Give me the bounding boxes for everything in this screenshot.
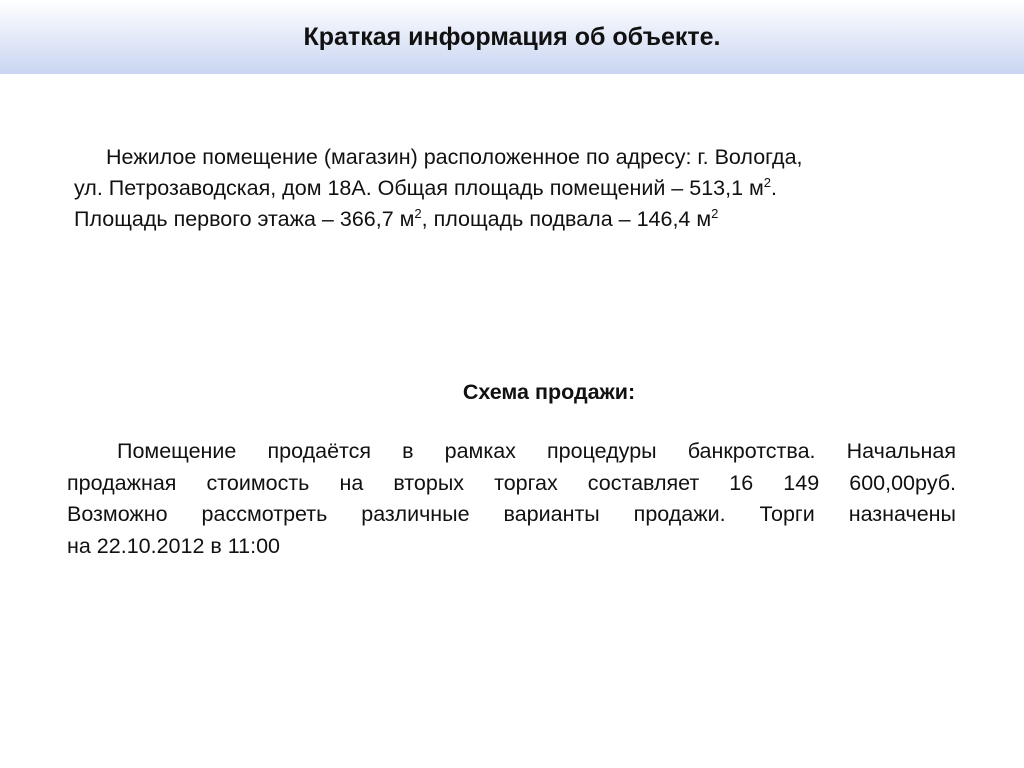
object-info-line-1: Нежилое помещение (магазин) расположенное по адресу: г. Вологда, xyxy=(106,145,803,169)
sale-scheme-line: Возможно рассмотреть различные варианты продажи. Торги назначены xyxy=(67,502,956,526)
sale-scheme-paragraph xyxy=(67,436,956,562)
object-info-line-3-b: , площадь подвала – 146,4 м xyxy=(421,207,712,231)
slide-title: Краткая информация об объекте. xyxy=(303,23,721,51)
object-info-line-3 xyxy=(74,204,954,235)
object-info-line-3-a: Площадь первого этажа – 366,7 м xyxy=(74,207,415,231)
sale-scheme-line: продажная стоимость на вторых торгах составляет 16 149 600,00руб. xyxy=(67,470,956,495)
sale-scheme-heading: Схема продажи: xyxy=(462,380,636,404)
object-info-line-2-end: . xyxy=(771,176,778,200)
superscript-square: 2 xyxy=(414,206,422,221)
object-info-line-2-text: ул. Петрозаводская, дом 18А. Общая площадь помещений – 513,1 м xyxy=(74,176,764,200)
superscript-square: 2 xyxy=(711,206,719,221)
object-info-paragraph xyxy=(74,142,954,235)
superscript-square: 2 xyxy=(763,175,772,190)
object-info-line-2 xyxy=(74,173,954,204)
sale-scheme-line: Помещение продаётся в рамках процедуры банкротства. Начальная xyxy=(117,439,956,463)
sale-scheme-line: на 22.10.2012 в 11:00 xyxy=(67,533,280,558)
